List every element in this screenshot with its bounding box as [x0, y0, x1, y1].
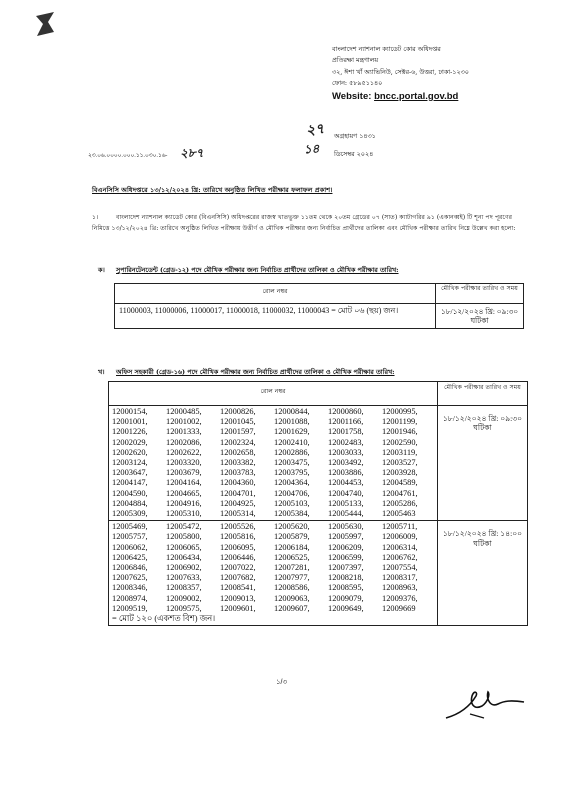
roll-number: 12004916,	[166, 498, 202, 508]
roll-number: 12004761,	[382, 488, 418, 498]
roll-number: 12001166,	[328, 417, 364, 427]
roll-number: 12008963,	[382, 583, 418, 593]
roll-number: 12002590,	[382, 437, 418, 447]
roll-number: 12006525,	[274, 552, 310, 562]
roll-number: 12002086,	[166, 437, 202, 447]
roll-number: 12003475,	[274, 458, 310, 468]
roll-number: 12009519,	[112, 603, 148, 613]
roll-number: 12000485,	[166, 407, 202, 416]
roll-number: 12002622,	[166, 447, 202, 457]
roll-total: = মোট ১২০ (একশত বিশ) জন।	[112, 614, 216, 624]
section-label: খ।	[98, 368, 105, 376]
website-line	[332, 90, 552, 104]
col-header-roll: রোল নম্বর	[109, 382, 438, 406]
roll-number: 12001333,	[166, 427, 202, 437]
roll-number: 12003492,	[328, 458, 364, 468]
roll-number: 12002029,	[112, 437, 148, 447]
roll-number: 12006314,	[382, 542, 418, 552]
roll-number: 12001199,	[382, 417, 418, 427]
roll-number: 12003795,	[274, 468, 310, 478]
roll-number: 12006009,	[382, 532, 418, 542]
handwritten-day-2: ১৪	[303, 141, 320, 157]
roll-number: 12004360,	[220, 478, 256, 488]
roll-number: 12000995,	[382, 407, 418, 416]
col-header-date: মৌখিক পরীক্ষার তারিখ ও সময়	[438, 382, 528, 406]
roll-number: 12003886,	[328, 468, 364, 478]
roll-number: 12009601,	[220, 603, 256, 613]
roll-number: 12007554,	[382, 563, 418, 573]
roll-number: 12003033,	[328, 447, 364, 457]
roll-number: 12006209,	[328, 542, 364, 552]
roll-number: 12002620,	[112, 447, 148, 457]
roll-number: 12000860,	[328, 407, 364, 416]
roll-number: 12005879,	[274, 532, 310, 542]
roll-number: 12008586,	[274, 583, 310, 593]
letterhead-emblem-icon	[34, 10, 56, 38]
roll-number: 12007281,	[274, 563, 310, 573]
roll-number: 12007022,	[220, 563, 256, 573]
roll-number: 12009607,	[274, 603, 310, 613]
roll-number: 12007977,	[274, 573, 310, 583]
roll-number: 12007633,	[166, 573, 202, 583]
roll-number: 12002658,	[220, 447, 256, 457]
roll-number: 12004364,	[274, 478, 310, 488]
roll-number: 12005472,	[166, 522, 202, 532]
roll-number: 12003382,	[220, 458, 256, 468]
roll-number: 12009575,	[166, 603, 202, 613]
roll-number: 12004665,	[166, 488, 202, 498]
roll-number: 12004706,	[274, 488, 310, 498]
roll-number: 12003527,	[382, 458, 418, 468]
roll-number: 12005103,	[274, 498, 310, 508]
roll-grid-2	[112, 522, 434, 614]
section-office-assistant-heading	[98, 367, 395, 378]
roll-number: 12003647,	[112, 468, 148, 478]
roll-number: 12001002,	[166, 417, 202, 427]
roll-numbers-cell: 11000003, 11000006, 11000017, 11000018, 11000032, 11000043 = মোট ০৬ (ছয়) জন।	[115, 304, 436, 329]
roll-number: 12009063,	[274, 593, 310, 603]
roll-number: 12005526,	[220, 522, 256, 532]
subject-line: বিএনসিসি অধিদপ্তরে ১৩/১২/২০২৪ খ্রি: তারিখে অনুষ্ঠিত লিখিত পরীক্ষার ফলাফল প্রকাশ।	[92, 186, 333, 194]
roll-number: 12009376,	[382, 593, 418, 603]
roll-number: 12008317,	[382, 573, 418, 583]
roll-number: 12005757,	[112, 532, 148, 542]
exam-date-group-2: ১৮/১২/২০২৪ খ্রি: ১৪:০০ ঘটিকা	[438, 521, 528, 626]
roll-number: 12005800,	[166, 532, 202, 542]
roll-number: 12002410,	[274, 437, 310, 447]
exam-date-group-1: ১৮/১২/২০২৪ খ্রি: ০৯:৩০ ঘটিকা	[438, 406, 528, 521]
roll-number: 12009013,	[220, 593, 256, 603]
roll-number: 12006425,	[112, 552, 148, 562]
roll-number: 12007397,	[328, 563, 364, 573]
roll-number: 12005816,	[220, 532, 256, 542]
roll-number: 12005310,	[166, 509, 202, 519]
roll-number: 12005309,	[112, 509, 148, 519]
roll-number: 12008346,	[112, 583, 148, 593]
roll-number: 12005711,	[382, 522, 418, 532]
roll-number: 12003320,	[166, 458, 202, 468]
roll-number: 12001758,	[328, 427, 364, 437]
handwritten-memo-suffix: ২৮৭	[180, 146, 204, 160]
organization-address: ৩২, ঈশা খাঁ অ্যাভিনিউ, সেক্টর-৬, উত্তরা, ঢাকা-১২৩০	[332, 67, 469, 76]
ministry-name: প্রতিরক্ষা মন্ত্রণালয়	[332, 56, 379, 65]
roll-number: 12004590,	[112, 488, 148, 498]
roll-number: 12004453,	[328, 478, 364, 488]
roll-number: 12007625,	[112, 573, 148, 583]
website-link[interactable]: bncc.portal.gov.bd	[374, 90, 459, 102]
office-assistant-table	[108, 381, 528, 626]
roll-number: 12001045,	[220, 417, 256, 427]
roll-number: 12004884,	[112, 498, 148, 508]
roll-number: 12001597,	[220, 427, 256, 437]
roll-number: 12005469,	[112, 522, 148, 532]
roll-number: 12001226,	[112, 427, 148, 437]
roll-number: 12005286,	[382, 498, 418, 508]
signature-icon	[440, 684, 530, 724]
roll-number: 12002324,	[220, 437, 256, 447]
roll-number: 12004701,	[220, 488, 256, 498]
roll-number: 12008541,	[220, 583, 256, 593]
roll-number: 12006065,	[166, 542, 202, 552]
organization-address-block	[332, 44, 552, 104]
section-label: ক।	[98, 266, 105, 274]
roll-number: 12006846,	[112, 563, 148, 573]
roll-number: 12003783,	[220, 468, 256, 478]
roll-number: 12003679,	[166, 468, 202, 478]
roll-number: 12001001,	[112, 417, 148, 427]
memo-number: ২৩.০৬.০০০০.০০০.১১.০৩০.১৬-	[88, 153, 168, 159]
superintendent-table	[114, 283, 524, 329]
roll-number: 12000826,	[220, 407, 256, 416]
section-title: সুপারিনটেনডেন্ট (গ্রেড-১২) পদে মৌখিক পরীক্ষার জন্য নির্বাচিত প্রার্থীদের তালিকা ও মৌখিক পরীক্ষার তারিখ:	[116, 266, 399, 274]
roll-number: 12008218,	[328, 573, 364, 583]
section-superintendent-heading	[98, 265, 399, 276]
roll-number: 12007682,	[220, 573, 256, 583]
roll-number: 12001946,	[382, 427, 418, 437]
intro-paragraph	[92, 212, 524, 235]
roll-number: 12004740,	[328, 488, 364, 498]
roll-number: 12008357,	[166, 583, 202, 593]
roll-number: 12000154,	[112, 407, 148, 416]
handwritten-day: ২৭	[305, 121, 326, 139]
roll-number: 12004164,	[166, 478, 202, 488]
roll-number: 12003124,	[112, 458, 148, 468]
roll-number: 12006434,	[166, 552, 202, 562]
roll-number: 12008595,	[328, 583, 364, 593]
col-header-date: মৌখিক পরীক্ষার তারিখ ও সময়	[436, 284, 524, 304]
page-number: ১/৩	[276, 679, 288, 686]
roll-numbers-group-2	[109, 521, 438, 626]
roll-number: 12004925,	[220, 498, 256, 508]
roll-number: 12003928,	[382, 468, 418, 478]
roll-number: 12002886,	[274, 447, 310, 457]
roll-number: 12006184,	[274, 542, 310, 552]
roll-number: 12006902,	[166, 563, 202, 573]
roll-number: 12009669	[382, 603, 416, 613]
roll-number: 12005997,	[328, 532, 364, 542]
roll-number: 12005463	[382, 509, 416, 519]
date-block	[334, 127, 376, 163]
roll-number: 12005620,	[274, 522, 310, 532]
roll-number: 12009079,	[328, 593, 364, 603]
roll-number: 12006762,	[382, 552, 418, 562]
english-date: ডিসেম্বর ২০২৪	[334, 150, 374, 158]
roll-number: 12006446,	[220, 552, 256, 562]
roll-number: 12005384,	[274, 509, 310, 519]
roll-number: 12000844,	[274, 407, 310, 416]
section-title: অফিস সহকারী (গ্রেড-১৬) পদে মৌখিক পরীক্ষার জন্য নির্বাচিত প্রার্থীদের তালিকা ও মৌখিক পরীক্ষার তারিখ:	[116, 368, 395, 376]
roll-number: 12005133,	[328, 498, 364, 508]
paragraph-number: ১।	[92, 214, 99, 221]
exam-date-cell: ১৮/১২/২০২৪ খ্রি: ০৯:৩০ ঘটিকা	[436, 304, 524, 329]
roll-number: 12005630,	[328, 522, 364, 532]
organization-phone: ফোন: ৫৮৯৫১১৪০	[332, 79, 383, 88]
roll-number: 12001088,	[274, 417, 310, 427]
website-label: Website:	[332, 90, 372, 102]
roll-number: 12003119,	[382, 447, 418, 457]
roll-number: 12004147,	[112, 478, 148, 488]
roll-numbers-group-1	[109, 406, 438, 521]
roll-number: 12004589,	[382, 478, 418, 488]
col-header-roll: রোল নম্বর	[115, 284, 436, 304]
roll-number: 12002483,	[328, 437, 364, 447]
roll-number: 12006062,	[112, 542, 148, 552]
roll-number: 12009002,	[166, 593, 202, 603]
organization-name: বাংলাদেশ ন্যাশনাল ক্যাডেট কোর অধিদপ্তর	[332, 45, 441, 53]
roll-grid-1	[112, 407, 434, 519]
roll-number: 12006599,	[328, 552, 364, 562]
bangla-date: অগ্রহায়ণ ১৪৩১	[334, 132, 376, 140]
roll-number: 12009649,	[328, 603, 364, 613]
roll-number: 12005444,	[328, 509, 364, 519]
paragraph-text: বাংলাদেশ ন্যাশনাল ক্যাডেট কোর (বিএনসিসি) অধিদপ্তরের রাজস্ব খাতভুক্ত ১১তম থেকে ২০তম গ্রেডের ০৭ (সাত) ক্যাটাগরির ৯১ (একানব্বই) টি শূন্য পদ পূরণের নিমিত্তে ১৩/১২/২০২৪ খ্রি: তারিখে অনুষ্ঠিত লিখিত পরীক্ষায় উত্তীর্ণ ও মৌখিক পরীক্ষার জন্য নির্বাচিত প্রার্থীদের তালিকা এবং মৌখিক পরীক্ষার তারিখ নিম্নে উল্লেখ করা হলো:	[92, 214, 516, 233]
roll-number: 12001629,	[274, 427, 310, 437]
roll-number: 12008974,	[112, 593, 148, 603]
roll-number: 12006095,	[220, 542, 256, 552]
roll-number: 12005314,	[220, 509, 256, 519]
